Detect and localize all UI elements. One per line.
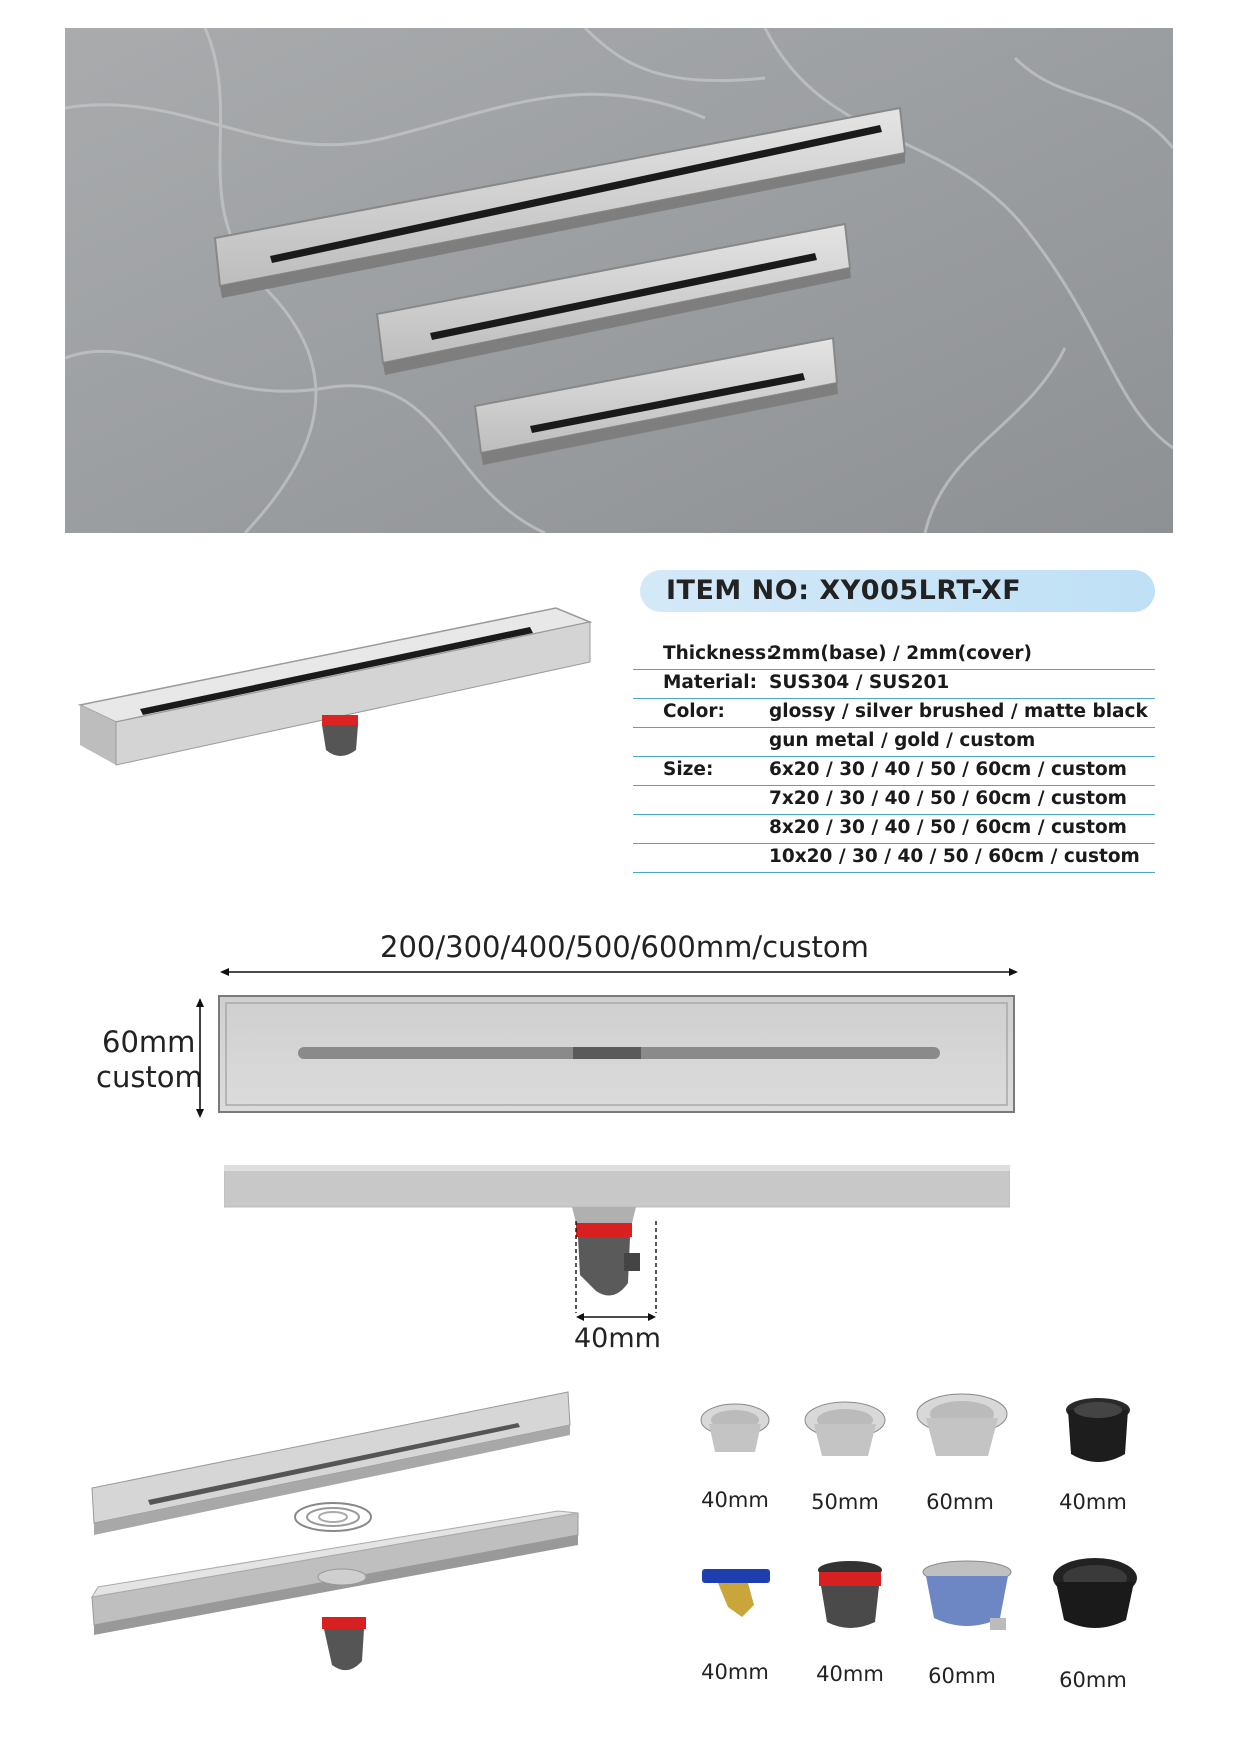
spec-row <box>633 785 1155 815</box>
item-number-text: ITEM NO: XY005LRT-XF <box>666 575 1022 606</box>
width-arrow-icon <box>195 998 205 1118</box>
accessory-size: 60mm <box>928 1664 996 1688</box>
accessory-size: 60mm <box>1059 1668 1127 1692</box>
spec-row <box>633 727 1155 757</box>
spec-row <box>633 698 1155 728</box>
spec-label: Material: <box>663 672 757 693</box>
spec-label: Thickness: <box>663 643 774 664</box>
steel-strainer-icon <box>800 1398 890 1462</box>
black-strainer-icon <box>1050 1556 1140 1636</box>
drain-top-view-image <box>218 995 1015 1113</box>
accessory-size: 40mm <box>1059 1490 1127 1514</box>
width-dimension-label-2: custom <box>96 1060 203 1094</box>
red-trap-icon <box>815 1560 885 1632</box>
spec-row <box>633 640 1155 670</box>
steel-strainer-icon <box>912 1390 1012 1462</box>
brass-valve-icon <box>698 1565 774 1625</box>
spec-value: glossy / silver brushed / matte black <box>769 701 1148 722</box>
hero-product-photo <box>65 28 1173 533</box>
accessory-size: 40mm <box>701 1660 769 1684</box>
spec-value: SUS304 / SUS201 <box>769 672 950 693</box>
blue-trap-icon <box>920 1560 1014 1636</box>
spec-value: 7x20 / 30 / 40 / 50 / 60cm / custom <box>769 788 1127 809</box>
steel-strainer-icon <box>695 1400 775 1460</box>
length-arrow-icon <box>220 962 1018 972</box>
accessory-size: 40mm <box>701 1488 769 1512</box>
spec-label: Size: <box>663 759 714 780</box>
spec-row <box>633 669 1155 699</box>
exploded-view-image <box>88 1385 588 1685</box>
spec-row <box>633 756 1155 786</box>
spec-row <box>633 843 1155 873</box>
spec-value: 10x20 / 30 / 40 / 50 / 60cm / custom <box>769 846 1140 867</box>
item-number-title <box>640 570 1155 612</box>
accessory-size: 40mm <box>816 1662 884 1686</box>
spec-value: gun metal / gold / custom <box>769 730 1036 751</box>
length-dimension-label: 200/300/400/500/600mm/custom <box>380 930 869 964</box>
accessory-size: 50mm <box>811 1490 879 1514</box>
black-trap-icon <box>1063 1396 1133 1466</box>
spec-value: 6x20 / 30 / 40 / 50 / 60cm / custom <box>769 759 1127 780</box>
width-dimension-label: 60mm <box>102 1025 196 1059</box>
spec-label: Color: <box>663 701 725 722</box>
spec-value: 8x20 / 30 / 40 / 50 / 60cm / custom <box>769 817 1127 838</box>
accessory-size: 60mm <box>926 1490 994 1514</box>
outlet-dimension-label: 40mm <box>574 1323 661 1354</box>
spec-row <box>633 814 1155 844</box>
spec-value: 2mm(base) / 2mm(cover) <box>769 643 1033 664</box>
product-angle-image <box>78 600 598 770</box>
